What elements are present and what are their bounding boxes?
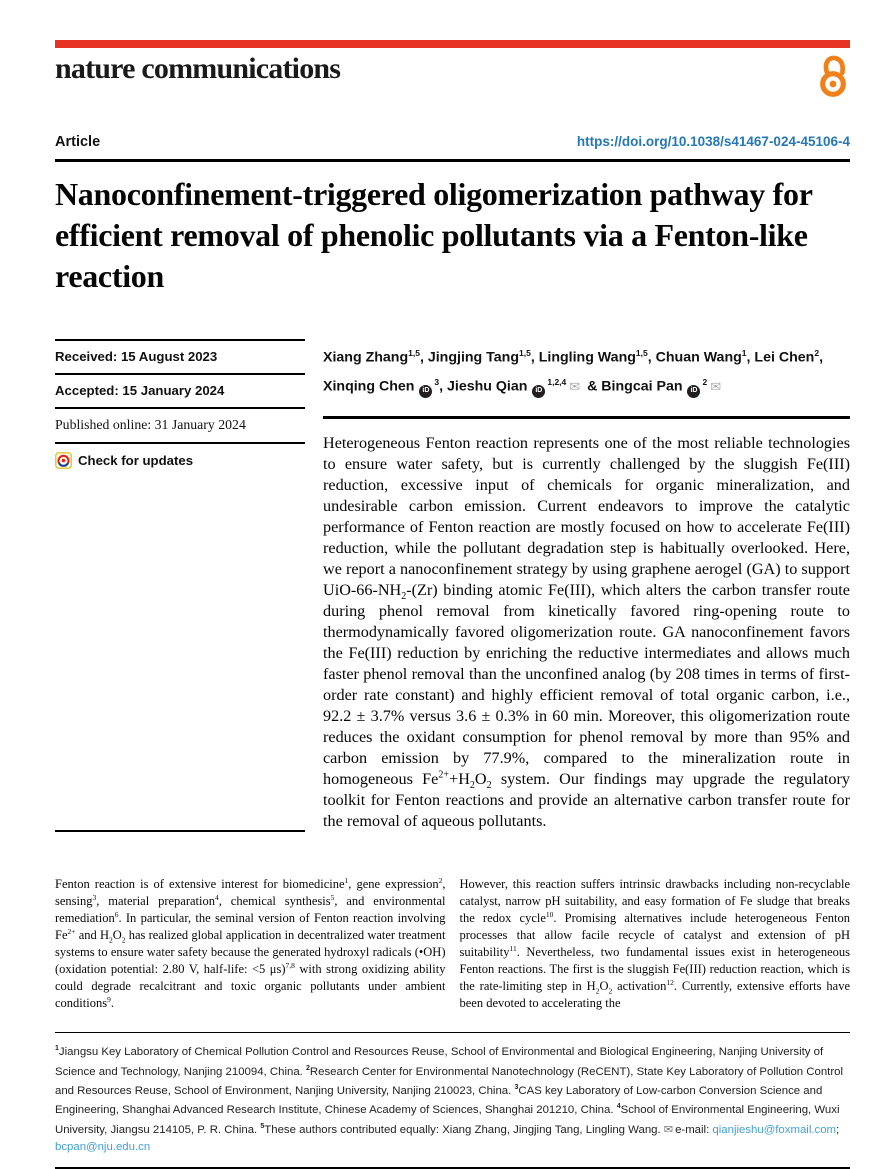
doi-link[interactable]: https://doi.org/10.1038/s41467-024-45106-4 xyxy=(576,134,850,149)
abstract-column xyxy=(323,339,850,832)
meta-abstract-grid xyxy=(55,339,850,832)
check-for-updates-label: Check for updates xyxy=(78,453,194,468)
introduction-columns xyxy=(55,876,850,1012)
intro-left-column: Fenton reaction is of extensive interest for biomedicine$^1$, gene expression$^2$, sensing$^3$, material preparation$^4$, chemical synthesis$^5$, and environmental remediation$^6$. In particular, the seminal version of Fenton reaction involving $Fe^{2+}$ and $H_2O_2$ has realized global application in decentralized water treatment systems to ensure water safety because the generated hydroxyl radicals (•OH) (oxidation potential: 2.80 V, half-life: <5 μs)$^{7,8}$ with strong oxidizing ability could degrade recalcitrant and toxic organic pollutants under ambient conditions$^9$. xyxy=(55,876,446,1011)
crossmark-icon xyxy=(55,452,72,469)
accepted-date: Accepted: 15 January 2024 xyxy=(55,373,305,407)
orcid-icon[interactable]: iD xyxy=(532,385,545,398)
affiliations-footnote: $^1$Jiangsu Key Laboratory of Chemical Pollution Control and Resources Reuse, School of Environmental and Biological Engineering, Nanjing University of Science and Technology, Nanjing 210094, China. $^2$Research Center for Environmental Nanotechnology (ReCENT), State Key Laboratory of Pollution Control and Resources Reuse, School of Environment, Nanjing University, Nanjing 210023, China. $^3$CAS key Laboratory of Low-carbon Conversion Science and Engineering, Shanghai Advanced Research Institute, Chinese Academy of Sciences, Shanghai 201210, China. $^4$School of Environmental Engineering, Wuxi University, Jiangsu 214105, P. R. China. $^5$These authors contributed equally: Xiang Zhang, Jingjing Tang, Lingling Wang. ✉ e-mail: qianjieshu@foxmail.com; bcpan@nju.edu.cn xyxy=(55,1045,843,1153)
envelope-icon[interactable]: ✉ xyxy=(663,1123,674,1137)
masthead xyxy=(55,52,850,100)
article-type-label: Article xyxy=(55,134,101,150)
orcid-icon[interactable]: iD xyxy=(687,385,700,398)
envelope-icon[interactable]: ✉ xyxy=(710,380,722,396)
published-date: Published online: 31 January 2024 xyxy=(55,407,305,442)
envelope-icon[interactable]: ✉ xyxy=(569,380,581,396)
author-list: Xiang Zhang$^{1,5}$, Jingjing Tang$^{1,5}$, Lingling Wang$^{1,5}$, Chuan Wang$^1$, Lei Chen$^2$, Xinqing Chen $iD^3$, Jieshu Qian iD$^{1,2,4}$ ✉ & Bingcai Pan $iD^2$ ✉ xyxy=(323,341,850,400)
article-title: Nanoconfinement-triggered oligomerization pathway for efficient removal of phenolic pollutants via a Fenton-like reaction xyxy=(55,176,813,294)
article-doi-row xyxy=(55,134,850,162)
email-link[interactable]: qianjieshu@foxmail.com xyxy=(712,1123,837,1136)
intro-right-column: However, this reaction suffers intrinsic drawbacks including non-recyclable catalyst, narrow pH suitability, and easy formation of Fe sludge that breaks the redox cycle$^{10}$. Promising alternatives include heterogeneous Fenton processes that allow facile recycle of catalyst and extension of pH suitability$^{11}$. Nevertheless, two fundamental issues exist in heterogeneous Fenton reactions. The first is the sluggish Fe(III) reduction reaction, which is the rate-limiting step in $H_2O_2$ activation$^{12}$. Currently, extensive efforts have been devoted to accelerating the xyxy=(459,877,850,1011)
abstract-top-rule xyxy=(323,416,850,419)
open-access-icon xyxy=(818,54,848,99)
received-date: Received: 15 August 2023 xyxy=(55,339,305,373)
history-column xyxy=(55,339,305,832)
journal-logo: nature communications xyxy=(55,52,341,85)
email-link[interactable]: bcpan@nju.edu.cn xyxy=(55,1140,151,1153)
abstract-text: Heterogeneous Fenton reaction represents one of the most reliable technologies to ensure water safety, but is currently challenged by the sluggish Fe(III) reduction, excessive input of chemicals for organic mineralization, and undesirable carbon emission. Current endeavors to improve the catalytic performance of Fenton reaction are mostly focused on how to accelerate Fe(III) reduction, while the pollutant degradation step is habitually overlooked. Here, we report a nanoconfinement strategy by using graphene aerogel (GA) to support UiO-$66-NH_2-(Zr)$ binding atomic Fe(III), which alters the carbon transfer route during phenol removal from kinetically favored ring-opening route to thermodynamically favored oligomerization route. GA nanoconfinement favors the Fe(III) reduction by enriching the reductive intermediates and allows much faster phenol removal than the unconfined analog (by 208 times in terms of first-order rate constant) and highly efficient removal of total organic carbon, i.e., 92.2 ± 3.7% versus 3.6 ± 0.3% in 60 min. Moreover, this oligomerization route reduces the oxidant consumption for phenol removal by more than 95% and carbon emission by 77.9%, compared to the mineralization route in homogeneous $Fe^{2+}+H_2O_2$ system. Our findings may upgrade the regulatory toolkit for Fenton reactions and provide an alternative carbon transfer route for the removal of aqueous pollutants. xyxy=(323,434,850,831)
header-red-bar xyxy=(55,40,850,48)
orcid-icon[interactable]: iD xyxy=(419,385,432,398)
check-for-updates-button[interactable] xyxy=(55,442,305,478)
